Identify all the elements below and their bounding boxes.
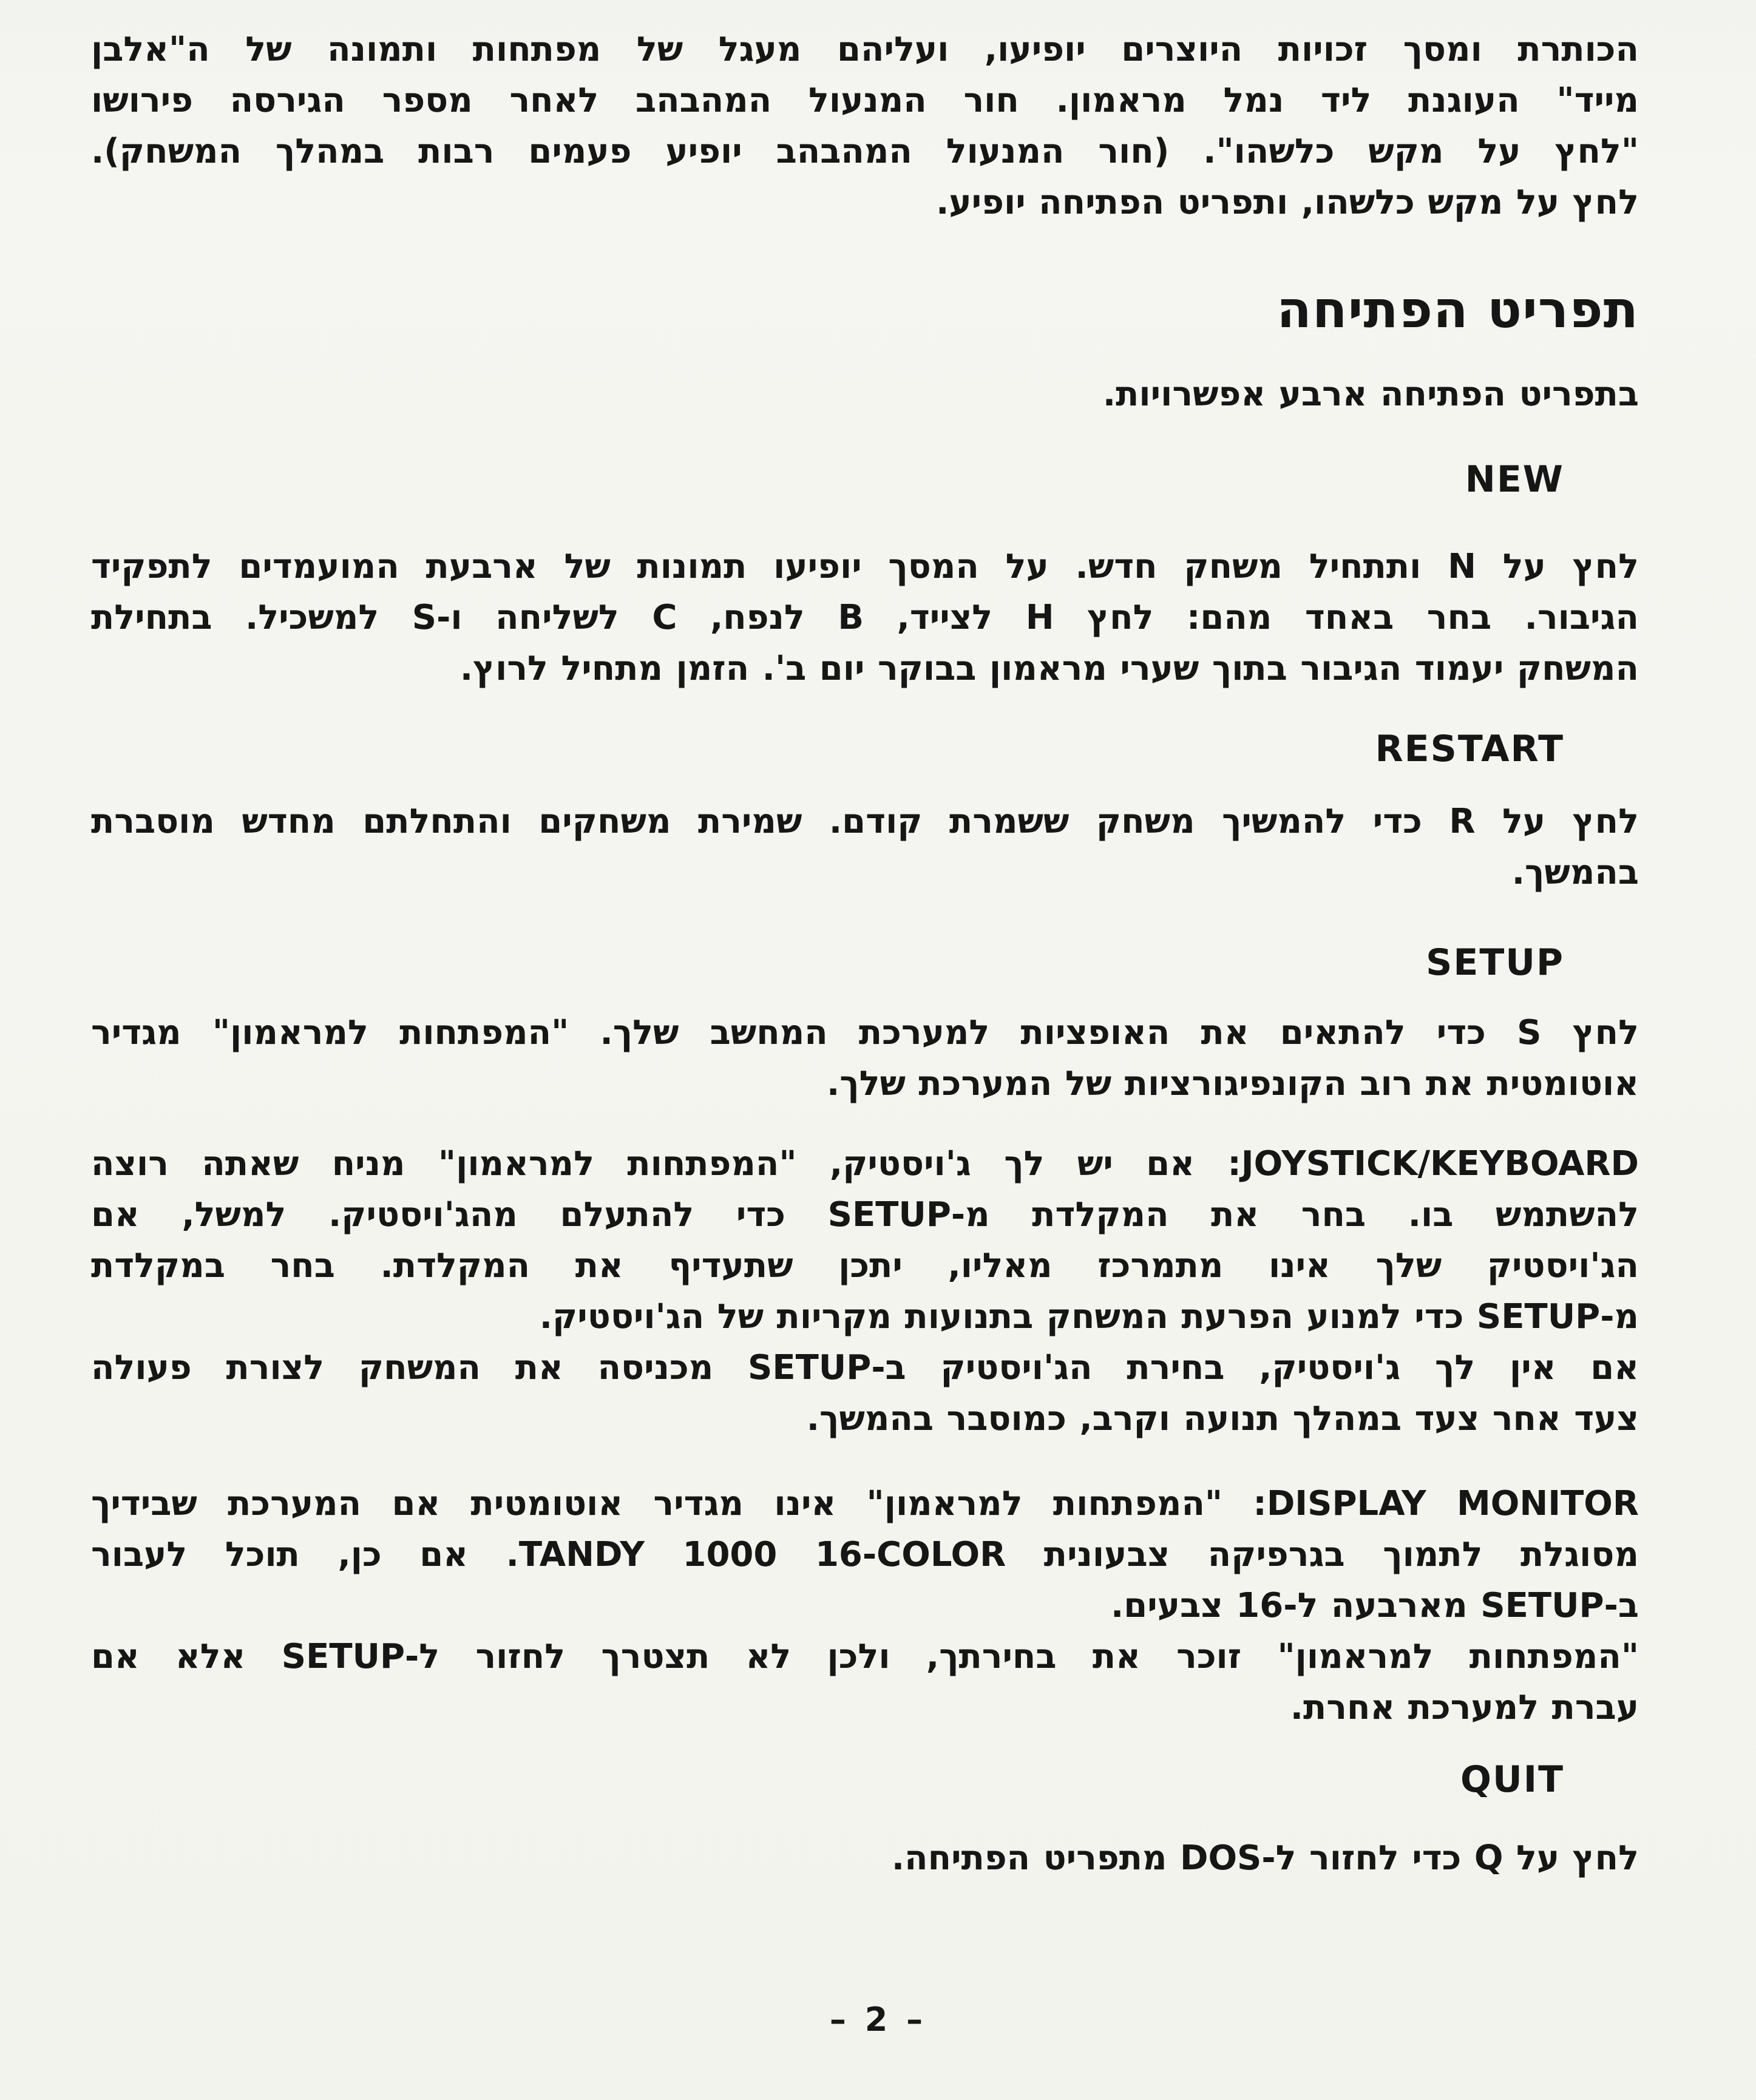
text-line: לחץ על N ותתחיל משחק חדש. על המסך יופיעו תמונות של ארבעת המועמדים לתפקיד: [91, 547, 1639, 586]
text-line: בהמשך.: [1511, 853, 1639, 892]
text-line: לחץ S כדי להתאים את האופציות למערכת המחשב שלך. "המפתחות למראמון" מגדיר: [91, 1013, 1639, 1052]
text-run: [91, 1008, 1639, 1109]
paragraph-display-monitor: [91, 1478, 1639, 1733]
text-line: DISPLAY MONITOR: "המפתחות למראמון" אינו מגדיר אוטומטית אם המערכת שבידיך: [91, 1484, 1639, 1523]
text-line: מייד" העוגנת ליד נמל מראמון. חור המנעול המהבהב לאחר מספר הגירסה פירושו: [91, 81, 1639, 120]
text-line: לחץ על מקש כלשהו, ותפריט הפתיחה יופיע.: [936, 183, 1639, 222]
heading-row-new: [91, 454, 1639, 505]
text-line: מסוגלת לתמוך בגרפיקה צבעונית TANDY 1000 16-COLOR. אם כן, תוכל לעבור: [91, 1535, 1639, 1574]
text-line: הכותרת ומסך זכויות היוצרים יופיעו, ועליהם מעגל של מפתחות ותמונה של ה"אלבן: [91, 30, 1639, 69]
paragraph-joystick-keyboard: [91, 1139, 1639, 1445]
text-run: [91, 1478, 1639, 1631]
text-line: לחץ על R כדי להמשיך משחק ששמרת קודם. שמירת משחקים והתחלתם מחדש מוסברת: [91, 802, 1639, 841]
text-run: [91, 1631, 1639, 1733]
opening-paragraph: [91, 24, 1639, 228]
text-line: מ-SETUP כדי למנוע הפרעת המשחק בתנועות מקריות של הג'ויסטיק.: [539, 1297, 1639, 1336]
text-line: אם אין לך ג'ויסטיק, בחירת הג'ויסטיק ב-SETUP מכניסה את המשחק לצורת פעולה: [91, 1348, 1639, 1387]
text-line: לחץ על Q כדי לחזור ל-DOS מתפריט הפתיחה.: [891, 1838, 1639, 1878]
paragraph-setup: [91, 1008, 1639, 1109]
text-line: "לחץ על מקש כלשהו". (חור המנעול המהבהב יופיע פעמים רבות במהלך המשחק).: [91, 132, 1639, 171]
menu-intro-line: [91, 369, 1639, 420]
text-line: JOYSTICK/KEYBOARD: אם יש לך ג'ויסטיק, "המפתחות למראמון" מניח שאתה רוצה: [91, 1144, 1639, 1184]
text-line: "המפתחות למראמון" זוכר את בחירתך, ולכן לא תצטרך לחזור ל-SETUP אלא אם: [91, 1637, 1639, 1676]
paragraph-restart: [91, 796, 1639, 898]
text-line: להשתמש בו. בחר את המקלדת מ-SETUP כדי להתעלם מהג'ויסטיק. למשל, אם: [91, 1195, 1639, 1235]
section-heading-opening-menu: תפריט הפתיחה: [1276, 280, 1639, 339]
heading-setup: SETUP: [1426, 941, 1564, 984]
text-line: אוטומטית את רוב הקונפיגורציות של המערכת שלך.: [826, 1064, 1639, 1103]
page-number: – 2 –: [829, 2000, 927, 2039]
text-run: [91, 796, 1639, 898]
text-line: הג'ויסטיק שלך אינו מתמרכז מאליו, יתכן שתעדיף את המקלדת. בחר במקלדת: [91, 1246, 1639, 1285]
text-line: בתפריט הפתיחה ארבע אפשרויות.: [1102, 374, 1639, 414]
heading-row-quit: [91, 1754, 1639, 1805]
paragraph-new: [91, 541, 1639, 694]
text-line: עברת למערכת אחרת.: [1290, 1688, 1639, 1727]
text-line: הגיבור. בחר באחד מהם: לחץ H לצייד, B לנפח, C לשליחה ו-S למשכיל. בתחילת: [91, 598, 1639, 637]
paragraph-quit: [91, 1833, 1639, 1884]
text-run: [91, 1139, 1639, 1343]
text-line: המשחק יעמוד הגיבור בתוך שערי מראמון בבוקר יום ב'. הזמן מתחיל לרוץ.: [459, 649, 1639, 688]
text-run: [91, 1833, 1639, 1884]
heading-row-restart: [91, 723, 1639, 774]
heading-row-setup: [91, 937, 1639, 988]
text-column: [91, 0, 1639, 1884]
text-run: [91, 1343, 1639, 1445]
heading-restart: RESTART: [1375, 728, 1564, 770]
heading-quit: QUIT: [1460, 1758, 1564, 1801]
text-run: [91, 369, 1639, 420]
text-line: צעד אחר צעד במהלך תנועה וקרב, כמוסבר בהמשך.: [806, 1399, 1639, 1438]
text-line: ב-SETUP מארבעה ל-16 צבעים.: [1111, 1586, 1639, 1625]
text-run: [91, 541, 1639, 694]
heading-new: NEW: [1465, 458, 1564, 501]
text-run: [91, 24, 1639, 228]
